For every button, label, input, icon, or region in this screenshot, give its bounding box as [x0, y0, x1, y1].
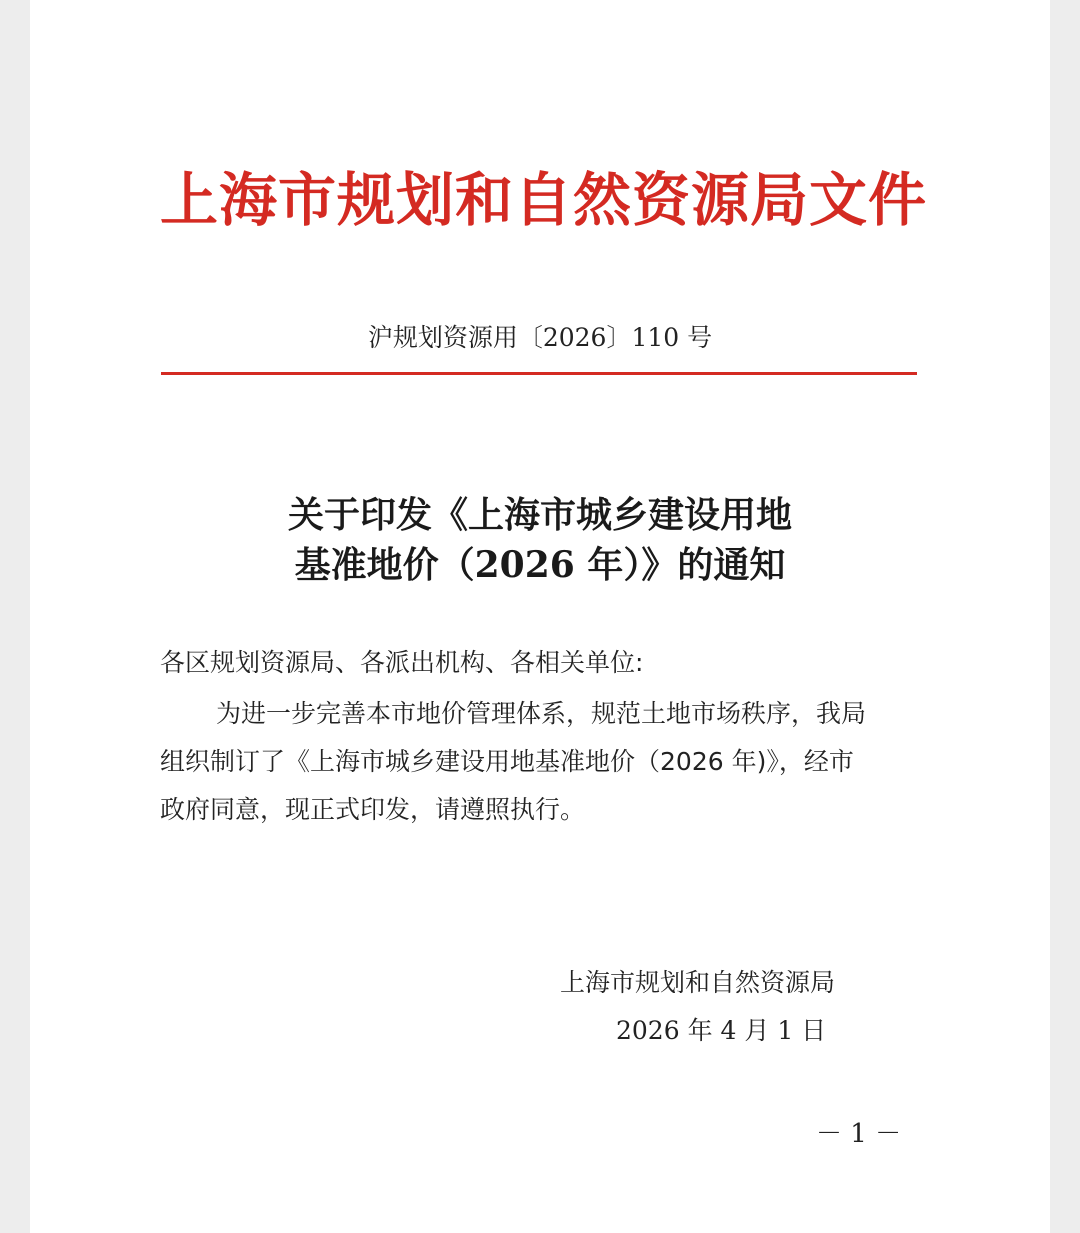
notice-title-line-1: 关于印发《上海市城乡建设用地 — [287, 494, 792, 536]
issuer-name: 上海市规划和自然资源局 — [560, 968, 836, 997]
notice-title — [30, 490, 1050, 590]
page-number: － 1 － — [816, 1119, 902, 1149]
document-page — [30, 0, 1050, 1233]
recipients-line: 各区规划资源局、各派出机构、各相关单位: — [160, 648, 644, 677]
red-divider-line — [161, 372, 917, 375]
issue-date: 2026 年 4 月 1 日 — [616, 1016, 827, 1045]
notice-title-line-2: 基准地价（2026 年）》的通知 — [294, 544, 786, 586]
body-line-3: 政府同意，现正式印发，请遵照执行。 — [160, 795, 586, 824]
body-line-1: 为进一步完善本市地价管理体系，规范土地市场秩序，我局 — [216, 699, 867, 728]
body-line-2: 组织制订了《上海市城乡建设用地基准地价（2026 年)》，经市 — [160, 747, 854, 776]
notice-body — [160, 690, 920, 834]
document-number: 沪规划资源用〔2026〕110 号 — [367, 323, 713, 352]
masthead-title: 上海市规划和自然资源局文件 — [160, 166, 928, 234]
